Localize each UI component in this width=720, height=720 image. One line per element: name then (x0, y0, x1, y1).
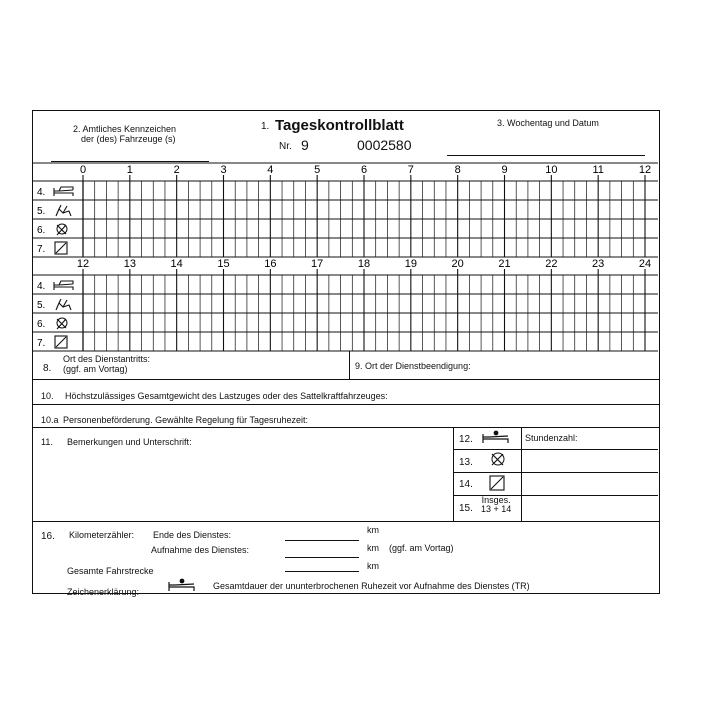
grid-morning-hour-label: 2 (173, 164, 180, 176)
field-10-number: 10. (41, 391, 54, 401)
grid-afternoon-hour-label: 15 (217, 258, 230, 270)
grid-afternoon-row-number: 5. (37, 300, 46, 311)
passenger-transport-label: Personenbeförderung. Gewählte Regelung für Tagesruhezeit: (63, 415, 308, 425)
start-of-duty-km-field[interactable] (285, 557, 359, 558)
end-location-label: 9. Ort der Dienstbeendigung: (355, 361, 471, 371)
vehicle-registration-label-line2: der (des) Fahrzeuge (s) (81, 134, 176, 144)
grid-morning-row-number: 7. (37, 244, 46, 255)
weekday-date-label: 3. Wochentag und Datum (497, 118, 599, 128)
bed-icon (54, 281, 73, 290)
activity-grid-morning[interactable] (33, 163, 658, 257)
slashed-box-icon (489, 475, 505, 491)
start-of-duty-label: Aufnahme des Dienstes: (151, 545, 250, 555)
grid-afternoon-hour-label: 16 (264, 258, 277, 270)
total-label-line2: 13 + 14 (481, 504, 512, 514)
field-16-number: 16. (41, 531, 55, 542)
divider-10 (33, 404, 659, 405)
vehicle-registration-field[interactable] (51, 161, 209, 162)
divider-8-9 (349, 351, 350, 379)
summary-middle-border (521, 427, 522, 521)
field-11-number: 11. (41, 437, 53, 447)
crossed-hammers-icon (57, 318, 67, 329)
grid-morning-hour-label: 12 (638, 164, 652, 176)
start-location-label-line1: Ort des Dienstantritts: (63, 354, 151, 364)
steering-wheel-icon (56, 205, 71, 216)
grid-afternoon-hour-label: 21 (498, 258, 511, 270)
grid-morning-hour-label: 9 (501, 164, 508, 176)
grid-morning-hour-label: 4 (267, 164, 274, 176)
summary-13-number: 13. (459, 457, 473, 468)
remarks-signature-label: Bemerkungen und Unterschrift: (67, 437, 192, 447)
bed-icon (54, 187, 73, 196)
grid-morning-hour-label: 7 (407, 164, 414, 176)
grid-afternoon-row-number: 7. (37, 338, 46, 349)
grid-afternoon-row-number: 6. (37, 319, 46, 330)
vehicle-registration-label-line1: 2. Amtliches Kennzeichen (73, 124, 177, 134)
hours-count-label: Stundenzahl: (525, 433, 578, 443)
start-of-duty-note: (ggf. am Vortag) (389, 543, 454, 553)
grid-afternoon-hour-label: 19 (404, 258, 417, 270)
summary-left-border (453, 427, 454, 521)
divider-8 (33, 379, 659, 380)
grid-morning-hour-label: 6 (360, 164, 368, 176)
grid-afternoon-hour-label: 13 (123, 258, 136, 270)
grid-afternoon-hour-label: 12 (76, 258, 90, 270)
legend-text: Gesamtdauer der ununterbrochenen Ruhezeit vor Aufnahme des Dienstes (TR) (213, 581, 530, 591)
total-distance-km-field[interactable] (285, 571, 359, 572)
grid-morning-row-number: 5. (37, 206, 46, 217)
field-10a-number: 10.a (41, 415, 59, 425)
nr-label: Nr. (279, 141, 292, 152)
grid-morning-hour-label: 5 (314, 164, 321, 176)
nr-value: 9 (301, 137, 309, 153)
slashed-box-icon (55, 242, 67, 254)
grid-morning-hour-label: 8 (454, 164, 461, 176)
serial-number: 0002580 (357, 137, 412, 153)
summary-14-number: 14. (459, 479, 473, 490)
slashed-box-icon (55, 336, 67, 348)
total-distance-unit: km (367, 561, 379, 571)
grid-afternoon-hour-label: 22 (545, 258, 558, 270)
summary-12-number: 12. (459, 434, 473, 445)
total-distance-label: Gesamte Fahrstrecke (67, 566, 154, 576)
start-location-label (63, 354, 150, 374)
crossed-hammers-icon (57, 224, 67, 235)
end-of-duty-label: Ende des Dienstes: (153, 530, 232, 540)
grid-morning-hour-label: 0 (79, 164, 87, 176)
grid-afternoon-hour-label: 18 (357, 258, 371, 270)
grid-afternoon-hour-label: 23 (592, 258, 605, 270)
rest-bed-icon (167, 577, 199, 593)
field-8-number: 8. (43, 363, 52, 374)
grid-morning-hour-label: 3 (220, 164, 227, 176)
steering-wheel-icon (56, 299, 71, 310)
grid-afternoon-hour-label: 24 (638, 258, 652, 270)
legend-label: Zeichenerklärung: (67, 587, 140, 597)
end-of-duty-unit: km (367, 525, 379, 535)
grid-morning-svg (33, 163, 658, 257)
grid-morning-row-number: 4. (37, 187, 46, 198)
page-title: Tageskontrollblatt (275, 117, 404, 134)
rest-bed-icon (481, 429, 513, 445)
max-weight-label: Höchstzulässiges Gesamtgewicht des Lastzuges oder des Sattelkraftfahrzeuges: (65, 391, 388, 401)
summary-line-13 (453, 472, 658, 473)
crossed-hammers-icon (489, 450, 507, 468)
grid-afternoon-hour-label: 17 (311, 258, 324, 270)
start-of-duty-unit: km (367, 543, 379, 553)
grid-morning-hour-label: 10 (545, 164, 558, 176)
odometer-label: Kilometerzähler: (69, 530, 135, 540)
summary-15-number: 15. (459, 503, 473, 514)
summary-line-12 (453, 449, 658, 450)
grid-afternoon-hour-label: 20 (451, 258, 464, 270)
end-of-duty-km-field[interactable] (285, 540, 359, 541)
remarks-signature-field[interactable] (73, 441, 443, 516)
start-location-label-line2: (ggf. am Vortag) (63, 364, 128, 374)
daily-control-sheet (32, 110, 660, 597)
grid-morning-hour-label: 11 (592, 164, 604, 176)
vehicle-registration-label (73, 124, 176, 144)
total-label (481, 496, 511, 514)
grid-afternoon-hour-label: 14 (170, 258, 183, 270)
divider-11 (33, 521, 659, 522)
title-number: 1. (261, 121, 270, 132)
weekday-date-field[interactable] (447, 155, 645, 156)
activity-grid-afternoon[interactable] (33, 257, 658, 351)
divider-10a (33, 427, 659, 428)
grid-afternoon-svg (33, 257, 658, 351)
grid-morning-row-number: 6. (37, 225, 46, 236)
total-label-line1: Insges. (481, 495, 511, 505)
grid-morning-hour-label: 1 (126, 164, 133, 176)
grid-afternoon-row-number: 4. (37, 281, 46, 292)
